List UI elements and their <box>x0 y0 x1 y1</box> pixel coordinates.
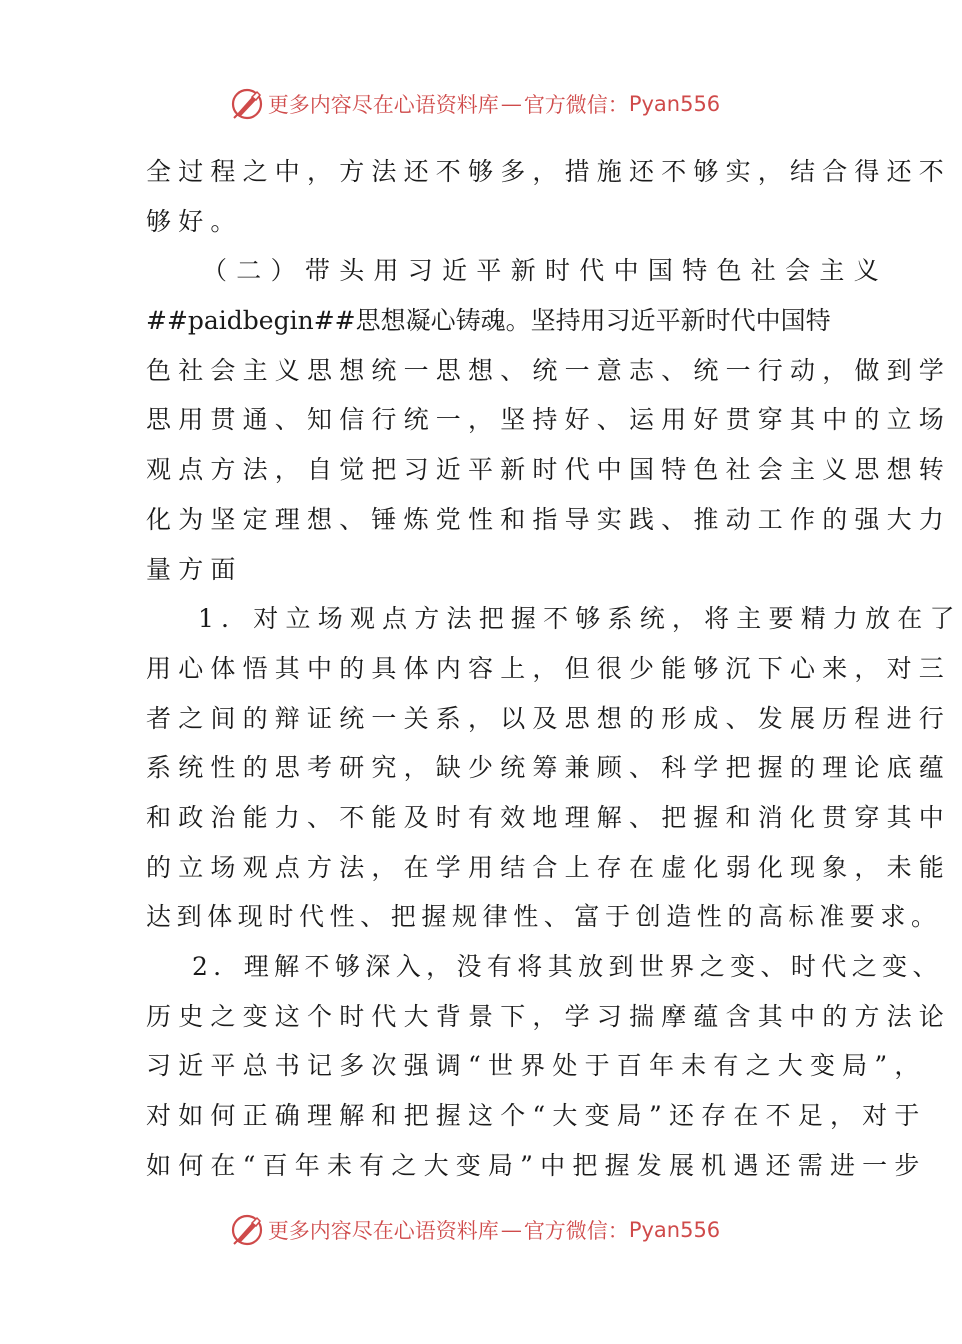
paragraph-line: ##paidbegin##思想凝心铸魂。坚持用习近平新时代中国特 <box>146 306 831 336</box>
watermark-text: 更多内容尽在心语资料库 <box>267 1219 499 1243</box>
paragraph-line: 够好。 <box>146 206 243 236</box>
watermark-wechat-label: 官方微信： <box>523 1219 629 1243</box>
watermark-text: 更多内容尽在心语资料库 <box>267 93 499 117</box>
watermark-wechat-id: Pyan556 <box>628 1218 721 1242</box>
document-body <box>146 147 962 1190</box>
watermark-separator: — <box>500 92 522 116</box>
watermark-separator: — <box>500 1218 522 1242</box>
paragraph-line: 者之间的辩证统一关系，以及思想的形成、发展历程进行 <box>146 703 952 733</box>
paragraph-line: 的立场观点方法，在学用结合上存在虚化弱化现象，未能 <box>146 852 952 882</box>
paragraph-line: 用心体悟其中的具体内容上，但很少能够沉下心来，对三 <box>146 653 952 683</box>
paragraph-line: 全过程之中，方法还不够多，措施还不够实，结合得还不 <box>146 157 952 186</box>
paragraph-line: 色社会主义思想统一思想、统一意志、统一行动，做到学 <box>146 355 952 385</box>
paragraph-line: 习近平总书记多次强调“世界处于百年未有之大变局”， <box>146 1051 927 1081</box>
watermark-wechat-id: Pyan556 <box>628 92 721 116</box>
paragraph-line: 历史之变这个时代大背景下，学习揣摩蕴含其中的方法论 <box>146 1001 952 1031</box>
paragraph-line: 如何在“百年未有之大变局”中把握发展机遇还需进一步 <box>146 1150 927 1180</box>
paragraph-line: 观点方法，自觉把习近平新时代中国特色社会主义思想转 <box>146 455 952 485</box>
section-heading-line: （二）带头用习近平新时代中国特色社会主义 <box>202 256 889 286</box>
pen-logo-icon <box>230 1213 264 1247</box>
paragraph-line: 达到体现时代性、把握规律性、富于创造性的高标准要求。 <box>146 902 942 932</box>
paragraph-line: 化为坚定理想、锤炼党性和指导实践、推动工作的强大力 <box>146 504 952 534</box>
paragraph-line: 对如何正确理解和把握这个“大变局”还存在不足，对于 <box>146 1101 927 1131</box>
paragraph-line: 量方面 <box>146 554 243 584</box>
paragraph-line: 思用贯通、知信行统一，坚持好、运用好贯穿其中的立场 <box>146 405 952 435</box>
pen-logo-icon <box>230 87 264 121</box>
header-watermark <box>0 84 950 124</box>
list-item-line: 2．理解不够深入，没有将其放到世界之变、时代之变、 <box>192 952 943 981</box>
footer-watermark <box>0 1210 950 1250</box>
paragraph-line: 系统性的思考研究，缺少统筹兼顾、科学把握的理论底蕴 <box>146 753 952 783</box>
list-item-line: 1．对立场观点方法把握不够系统，将主要精力放在了 <box>198 604 962 634</box>
watermark-wechat-label: 官方微信： <box>523 93 629 117</box>
paragraph-line: 和政治能力、不能及时有效地理解、把握和消化贯穿其中 <box>146 802 952 832</box>
